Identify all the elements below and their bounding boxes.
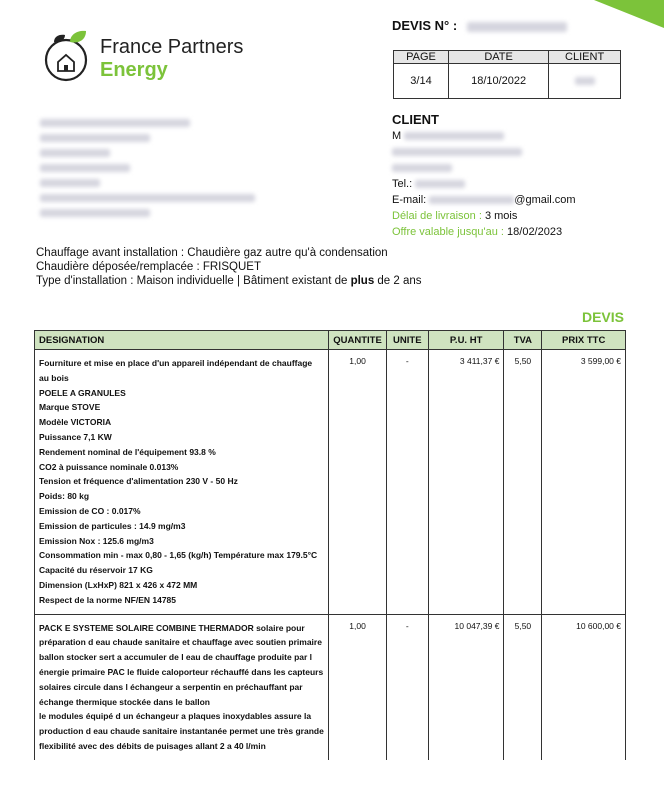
page-info-table (393, 50, 621, 99)
date-value: 18/10/2022 (449, 64, 549, 99)
logo-text-france-partners: France Partners (100, 36, 244, 58)
offre-value: 18/02/2023 (507, 226, 563, 238)
devis-number-label: DEVIS N° : (392, 18, 458, 33)
company-logo (40, 28, 280, 88)
item-pu-ht: 3 411,37 € (428, 350, 504, 615)
item-unite: - (386, 614, 428, 760)
date-header: DATE (449, 51, 549, 64)
delai-label: Délai de livraison : (392, 210, 482, 222)
installation-info (36, 246, 422, 288)
client-header: CLIENT (549, 51, 621, 64)
item-tva: 5,50 (504, 614, 542, 760)
client-details (392, 128, 576, 240)
info-line-chaudiere: Chaudière déposée/remplacée : FRISQUET (36, 261, 261, 273)
sender-address-redacted (40, 114, 255, 219)
item-designation: PACK E SYSTEME SOLAIRE COMBINE THERMADOR solaire pour préparation d eau chaude sanitaire et chauffage avec soutien primaire ballon stocker sert a accumuler de l eau de chauffage produite par l énergie primaire PAC le fluide caloporteur réchauffé dans les capteurs solaires circule dans l échangeur a serpentin en préchauffant par échange thermique stockée dans le ballon le modules équipé d un échangeur a plaques inoxydables assure la production d eau chaude sanitaire instantanée permet une très grande flexibilité avec des débits de puisages allant 2 a 40 l/min (35, 614, 329, 760)
devis-number (392, 18, 567, 33)
page-value: 3/14 (394, 64, 449, 99)
info-line-chauffage: Chauffage avant installation : Chaudière gaz autre qu'à condensation (36, 247, 388, 259)
prix-ttc-header: PRIX TTC (542, 331, 626, 350)
item-prix-ttc: 3 599,00 € (542, 350, 626, 615)
delai-value: 3 mois (484, 210, 518, 222)
page-header: PAGE (394, 51, 449, 64)
tel-label: Tel.: (392, 178, 413, 190)
tva-header: TVA (504, 331, 542, 350)
item-designation: Fourniture et mise en place d'un appareil indépendant de chauffage au bois POELE A GRANULES Marque STOVE Modèle VICTORIA Puissance 7,1 KW Rendement nominal de l'équipement 93.8 % CO2 à puissance nominale 0.013% Tension et fréquence d'alimentation 230 V - 50 Hz Poids: 80 kg Emission de CO : 0.017% Emission de particules : 14.9 mg/m3 Emission Nox : 125.6 mg/m3 Consommation min - max 0,80 - 1,65 (kg/h) Température max 179.5°C Capacité du réservoir 17 KG Dimension (LxHxP) 821 x 426 x 472 MM Respect de la norme NF/EN 14785 (35, 350, 329, 615)
item-pu-ht: 10 047,39 € (428, 614, 504, 760)
item-tva: 5,50 (504, 350, 542, 615)
designation-header: DESIGNATION (35, 331, 329, 350)
email-label: E-mail: (392, 194, 427, 206)
client-salutation: M (392, 130, 402, 142)
logo-text-energy: Energy (100, 59, 168, 81)
client-id-value (549, 64, 621, 99)
redacted-devis-number (467, 22, 567, 32)
item-quantite: 1,00 (329, 350, 387, 615)
leaf-house-logo-icon (40, 28, 98, 84)
info-line-type: Type d'installation : Maison individuelle | Bâtiment existant de plus de 2 ans (36, 275, 422, 287)
client-heading: CLIENT (392, 112, 439, 127)
table-row (35, 614, 626, 760)
pu-ht-header: P.U. HT (428, 331, 504, 350)
quantite-header: QUANTITE (329, 331, 387, 350)
corner-accent (594, 0, 664, 28)
unite-header: UNITE (386, 331, 428, 350)
items-table (34, 330, 626, 760)
devis-title: DEVIS (581, 309, 624, 325)
item-unite: - (386, 350, 428, 615)
email-domain: @gmail.com (514, 194, 576, 206)
item-quantite: 1,00 (329, 614, 387, 760)
item-prix-ttc: 10 600,00 € (542, 614, 626, 760)
offre-label: Offre valable jusqu'au : (392, 226, 504, 238)
table-row (35, 350, 626, 615)
